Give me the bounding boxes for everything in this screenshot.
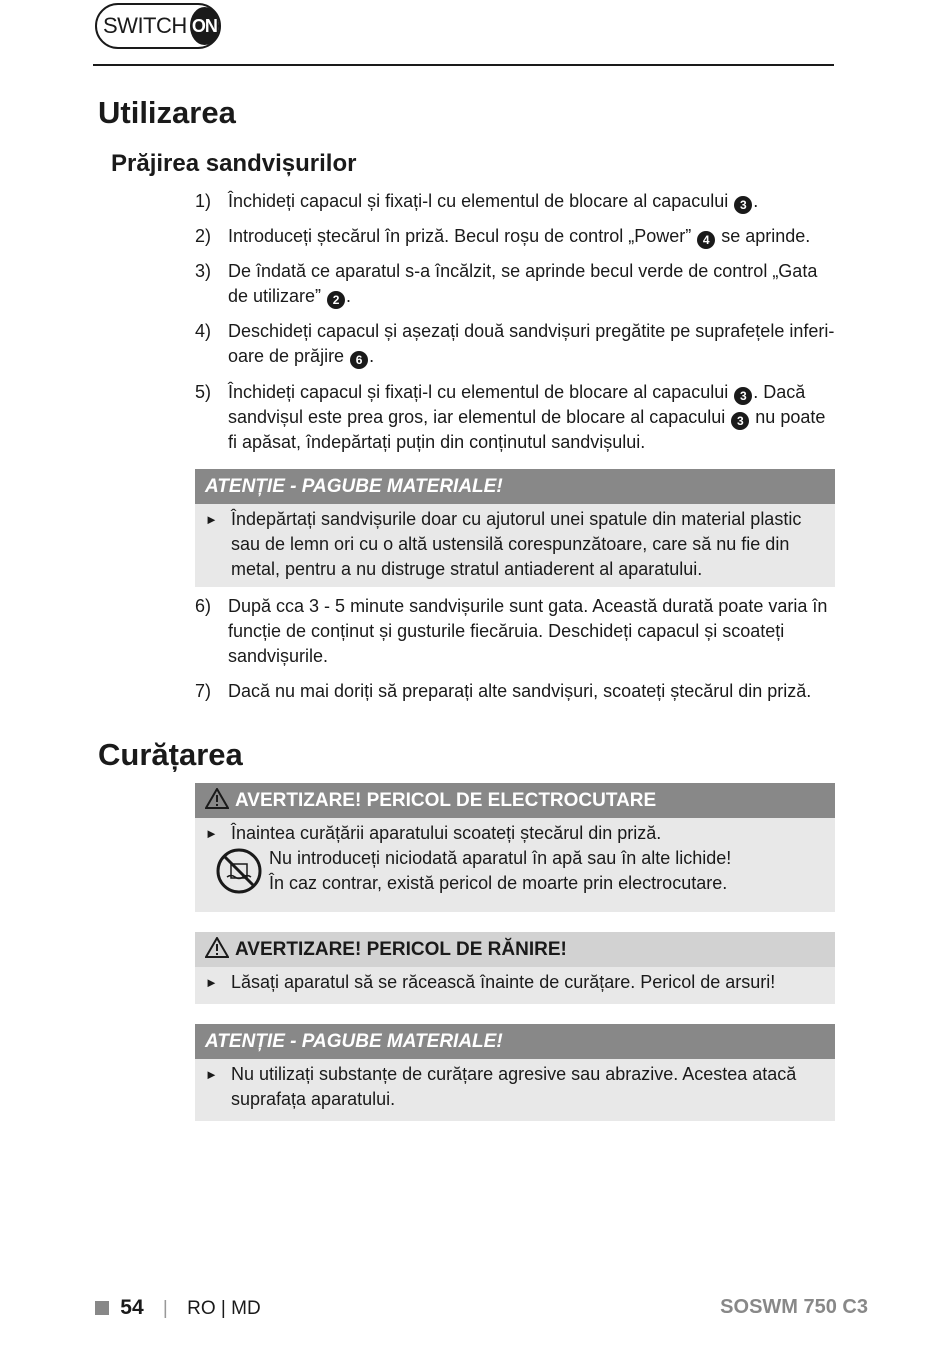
page-footer-left <box>95 1296 261 1320</box>
arrow-bullet-icon: ► <box>205 826 218 841</box>
language-label: RO | MD <box>187 1298 261 1319</box>
section-title-cleaning: Curățarea <box>98 737 243 772</box>
ref-number-icon: 6 <box>350 351 368 369</box>
footer-separator: | <box>162 1298 168 1319</box>
step-3: 3) De îndată ce aparatul s-a încălzit, se aprinde becul verde de control „Gata de utilizare” 2 . <box>195 261 818 307</box>
arrow-bullet-icon: ► <box>205 512 218 527</box>
warning-triangle-icon <box>205 937 229 958</box>
step-4: 4) Deschideți capacul și așezați două sandvișuri pregătite pe suprafețele inferi-oare de prăjire 6 . <box>195 321 835 367</box>
caution-box-material <box>195 469 835 587</box>
caution-title: ATENȚIE - PAGUBE MATERIALE! <box>195 469 835 504</box>
warning-bullet-text: Înaintea curățării aparatului scoateți ștecărul din priză. <box>231 823 662 843</box>
header-divider <box>93 64 834 66</box>
ref-number-icon: 2 <box>327 291 345 309</box>
section-title-usage: Utilizarea <box>98 95 236 130</box>
warning-box-electric <box>195 783 835 912</box>
ref-number-icon: 3 <box>731 412 749 430</box>
caution-box-cleaning <box>195 1024 835 1121</box>
prohibition-line-2: În caz contrar, există pericol de moarte prin electrocutare. <box>269 873 728 893</box>
step-6: 6) După cca 3 - 5 minute sandvișurile sunt gata. Această durată poate varia în funcție de conținut și gusturile fiecăruia. Deschideți capacul și scoateți sandvișurile. <box>195 596 828 666</box>
caution-text: Nu utilizați substanțe de curățare agresive sau abrazive. Acestea atacă suprafața aparatului. <box>231 1064 797 1109</box>
step-2: 2) Introduceți ștecărul în priză. Becul roșu de control „Power” 4 se aprinde. <box>195 226 811 247</box>
switch-on-logo <box>95 3 221 49</box>
logo-on-badge: ON <box>190 7 219 45</box>
footer-square-icon <box>95 1301 109 1315</box>
warning-bullet-text: Lăsați aparatul să se răcească înainte de curățare. Pericol de arsuri! <box>231 972 776 992</box>
ref-number-icon: 3 <box>734 387 752 405</box>
no-water-immersion-icon <box>215 847 263 895</box>
caution-text: Îndepărtați sandvișurile doar cu ajutorul unei spatule din material plastic sau de lemn ori cu o altă ustensilă corespunzătoare, care să nu fie din metal, pentru a nu distruge stratul antiaderent al aparatului. <box>231 509 802 579</box>
prohibition-line-1: Nu introduceți niciodată aparatul în apă sau în alte lichide! <box>269 848 732 868</box>
warning-title: AVERTIZARE! PERICOL DE RĂNIRE! <box>195 932 835 967</box>
arrow-bullet-icon: ► <box>205 1067 218 1082</box>
arrow-bullet-icon: ► <box>205 975 218 990</box>
step-5: 5) Închideți capacul și fixați-l cu elementul de blocare al capacului 3 . Dacă sandvișul este prea gros, iar elementul de blocare al capacului 3 nu poate fi apăsat, îndepărtați puțin din conținutul sandvișului. <box>195 382 826 452</box>
page-number: 54 <box>120 1296 144 1319</box>
ref-number-icon: 4 <box>697 231 715 249</box>
warning-triangle-icon <box>205 788 229 809</box>
step-1: 1) Închideți capacul și fixați-l cu elementul de blocare al capacului 3 . <box>195 191 759 212</box>
warning-box-injury <box>195 932 835 1004</box>
logo-text: SWITCH <box>103 13 187 38</box>
ref-number-icon: 3 <box>734 196 752 214</box>
subsection-title: Prăjirea sandvișurilor <box>111 150 357 177</box>
caution-title: ATENȚIE - PAGUBE MATERIALE! <box>195 1024 835 1059</box>
warning-title: AVERTIZARE! PERICOL DE ELECTROCUTARE <box>195 783 835 818</box>
step-7: 7) Dacă nu mai doriți să preparați alte sandvișuri, scoateți ștecărul din priză. <box>195 681 812 701</box>
model-number: SOSWM 750 C3 <box>720 1296 868 1318</box>
